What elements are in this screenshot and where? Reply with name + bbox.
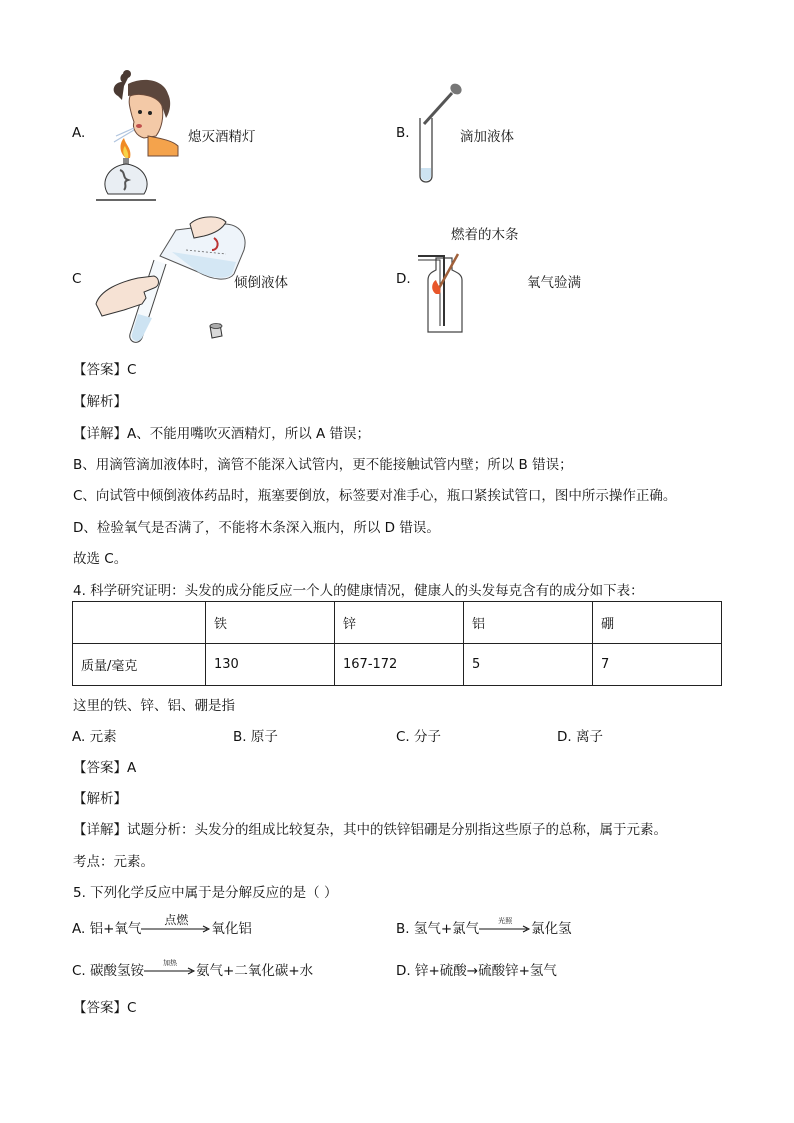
- oxygen-test-illustration: [418, 246, 470, 338]
- q5-choice-c-reactants: 碳酸氢铵: [90, 963, 145, 979]
- option-c-letter: C: [72, 271, 82, 287]
- q5-choice-d-products: 硫酸锌+氢气: [478, 963, 557, 979]
- q5-choice-a: [72, 913, 252, 937]
- q3-analysis-header: 【解析】: [73, 394, 127, 410]
- q3-detail-line-4: D、检验氧气是否满了，不能将木条深入瓶内，所以 D 错误。: [73, 520, 440, 536]
- q4-stem: 4. 科学研究证明：头发的成分能反应一个人的健康情况，健康人的头发每克含有的成分如下表：: [73, 583, 644, 599]
- hair-composition-table: [72, 601, 722, 686]
- option-a-letter: A.: [72, 125, 86, 141]
- option-d-letter: D.: [396, 271, 411, 287]
- q5-choice-b-products: 氯化氢: [531, 921, 572, 937]
- option-b-caption: 滴加液体: [460, 129, 514, 145]
- q5-choice-c: [72, 959, 313, 979]
- option-a-caption: 熄灭酒精灯: [188, 129, 256, 145]
- option-c-caption: 倾倒液体: [234, 275, 288, 291]
- q5-choice-d: [396, 959, 557, 979]
- arrow-icon: →: [466, 963, 479, 979]
- q3-conclusion: 故选 C。: [73, 551, 128, 567]
- q5-choice-a-letter: A.: [72, 921, 86, 937]
- q5-choice-c-condition: 加热: [163, 959, 178, 967]
- q4-analysis-header: 【解析】: [73, 791, 127, 807]
- q3-answer: 【答案】C: [73, 362, 137, 378]
- q4-point: 考点：元素。: [73, 854, 154, 870]
- reaction-arrow-icon: [144, 959, 196, 979]
- table-row: [73, 644, 722, 686]
- option-b-letter: B.: [396, 125, 410, 141]
- q5-choice-b-letter: B.: [396, 921, 410, 937]
- q5-choice-a-reactants: 铝+氧气: [89, 921, 142, 937]
- q5-choice-d-reactants: 锌+硫酸: [414, 963, 467, 979]
- table-cell: 167-172: [335, 644, 464, 686]
- table-cell: 7: [593, 644, 722, 686]
- table-cell: 130: [206, 644, 335, 686]
- q4-choice-a: A. 元素: [72, 729, 117, 745]
- blowing-out-lamp-illustration: [92, 66, 184, 204]
- table-header-row: [73, 602, 722, 644]
- q4-choice-c: C. 分子: [396, 729, 442, 745]
- q5-choice-b: [396, 917, 572, 937]
- q5-choice-a-condition: 点燃: [164, 913, 189, 927]
- table-header-cell: [73, 602, 206, 644]
- table-header-cell: 铁: [206, 602, 335, 644]
- q4-choice-d: D. 离子: [557, 729, 603, 745]
- q3-detail-line-2: B、用滴管滴加液体时，滴管不能深入试管内，更不能接触试管内壁；所以 B 错误；: [73, 457, 573, 473]
- table-cell: 5: [464, 644, 593, 686]
- option-d-top-label: 燃着的木条: [451, 227, 519, 243]
- q5-choice-c-products: 氨气+二氧化碳+水: [196, 963, 314, 979]
- q5-choice-b-reactants: 氢气+氯气: [413, 921, 480, 937]
- reaction-arrow-icon: [479, 917, 531, 937]
- q5-choice-b-condition: 光照: [498, 917, 513, 925]
- q5-choice-c-letter: C.: [72, 963, 86, 979]
- table-header-cell: 硼: [593, 602, 722, 644]
- pouring-liquid-illustration: [94, 216, 252, 346]
- q5-choice-a-products: 氧化铝: [211, 921, 252, 937]
- table-header-cell: 锌: [335, 602, 464, 644]
- q5-stem: 5. 下列化学反应中属于是分解反应的是（ ）: [73, 885, 338, 901]
- q4-detail: 【详解】试题分析：头发分的组成比较复杂，其中的铁锌铝硼是分别指这些原子的总称，属于元素。: [73, 822, 667, 838]
- table-header-cell: 铝: [464, 602, 593, 644]
- option-d-caption: 氧气验满: [527, 275, 581, 291]
- q4-question: 这里的铁、锌、铝、硼是指: [73, 698, 235, 714]
- q3-detail-line-3: C、向试管中倾倒液体药品时，瓶塞要倒放，标签要对准手心，瓶口紧挨试管口，图中所示操作正确。: [73, 488, 677, 504]
- table-cell: 质量/毫克: [73, 644, 206, 686]
- q4-answer: 【答案】A: [73, 760, 137, 776]
- q5-choice-d-letter: D.: [396, 963, 411, 979]
- q5-answer: 【答案】C: [73, 1000, 137, 1016]
- q4-choice-b: B. 原子: [233, 729, 278, 745]
- reaction-arrow-icon: [141, 913, 211, 937]
- q3-detail-line-1: 【详解】A、不能用嘴吹灭酒精灯，所以 A 错误；: [73, 426, 371, 442]
